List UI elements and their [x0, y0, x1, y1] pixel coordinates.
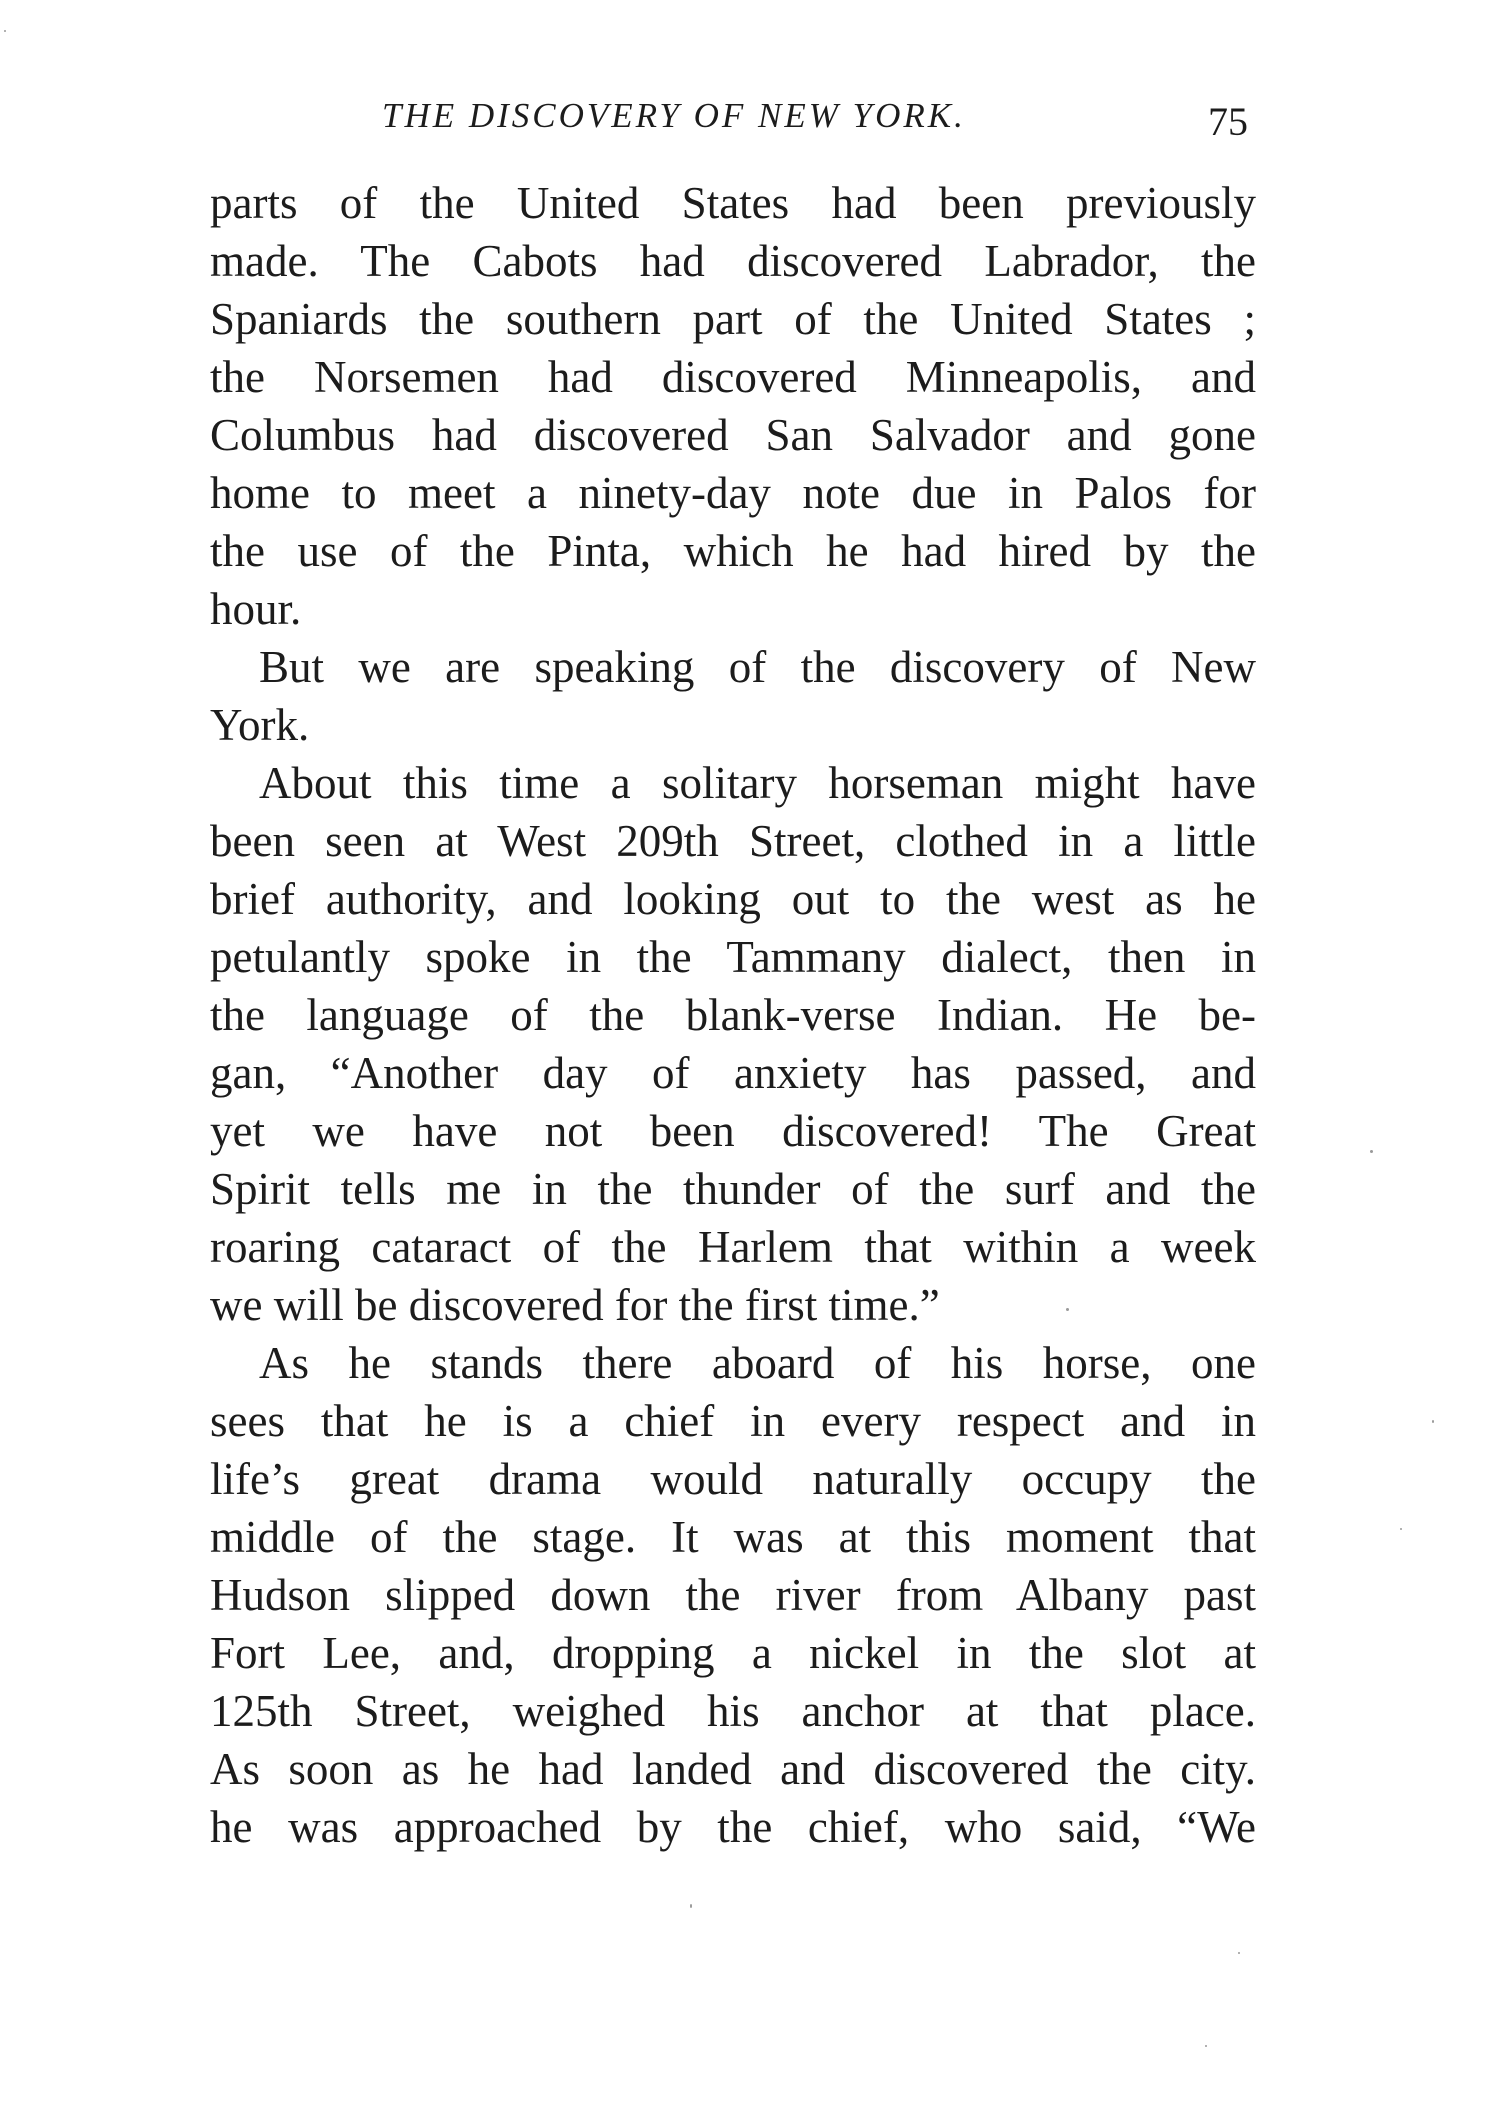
text-line: sees that he is a chief in every respect and in: [210, 1396, 1256, 1446]
text-line: parts of the United States had been previously: [210, 178, 1256, 228]
text-line: middle of the stage. It was at this moment that: [210, 1512, 1256, 1562]
text-line: 125th Street, weighed his anchor at that place.: [210, 1686, 1256, 1736]
text-line: he was approached by the chief, who said, “We: [210, 1802, 1256, 1852]
text-line: we will be discovered for the first time.”: [210, 1280, 940, 1330]
text-line: As soon as he had landed and discovered the city.: [210, 1744, 1256, 1794]
text-line: life’s great drama would naturally occupy the: [210, 1454, 1256, 1504]
page-number: 75: [1208, 99, 1248, 144]
text-line: roaring cataract of the Harlem that within a week: [210, 1222, 1256, 1272]
body-text: [210, 174, 1256, 1856]
scan-speck: [690, 1904, 692, 1908]
running-title: THE DISCOVERY OF NEW YORK.: [382, 96, 966, 135]
text-line: gan, “Another day of anxiety has passed, and: [210, 1048, 1256, 1098]
scan-speck: [1400, 1528, 1402, 1530]
text-line: But we are speaking of the discovery of New: [259, 642, 1256, 692]
text-line: the language of the blank-verse Indian. He be-: [210, 990, 1256, 1040]
running-head: [0, 88, 1501, 144]
text-line: Hudson slipped down the river from Albany past: [210, 1570, 1256, 1620]
scan-speck: [4, 30, 6, 32]
text-line: petulantly spoke in the Tammany dialect, then in: [210, 932, 1256, 982]
text-line: Columbus had discovered San Salvador and gone: [210, 410, 1256, 460]
scan-speck: [1238, 1952, 1240, 1954]
scan-speck: [1066, 1308, 1069, 1311]
text-line: the Norsemen had discovered Minneapolis, and: [210, 352, 1256, 402]
text-line: the use of the Pinta, which he had hired by the: [210, 526, 1256, 576]
text-line: hour.: [210, 584, 302, 634]
text-line: been seen at West 209th Street, clothed in a little: [210, 816, 1256, 866]
text-line: home to meet a ninety-day note due in Palos for: [210, 468, 1256, 518]
text-line: Spirit tells me in the thunder of the surf and the: [210, 1164, 1256, 1214]
text-line: Spaniards the southern part of the United States ;: [210, 294, 1256, 344]
scan-speck: [1205, 2045, 1207, 2047]
text-line: As he stands there aboard of his horse, one: [259, 1338, 1256, 1388]
scan-speck: [1370, 1150, 1373, 1153]
text-line: About this time a solitary horseman might have: [259, 758, 1256, 808]
text-line: York.: [210, 700, 310, 750]
text-line: yet we have not been discovered! The Great: [210, 1106, 1256, 1156]
text-line: made. The Cabots had discovered Labrador, the: [210, 236, 1256, 286]
scan-speck: [1432, 1420, 1434, 1423]
text-line: Fort Lee, and, dropping a nickel in the slot at: [210, 1628, 1256, 1678]
text-line: brief authority, and looking out to the west as he: [210, 874, 1256, 924]
